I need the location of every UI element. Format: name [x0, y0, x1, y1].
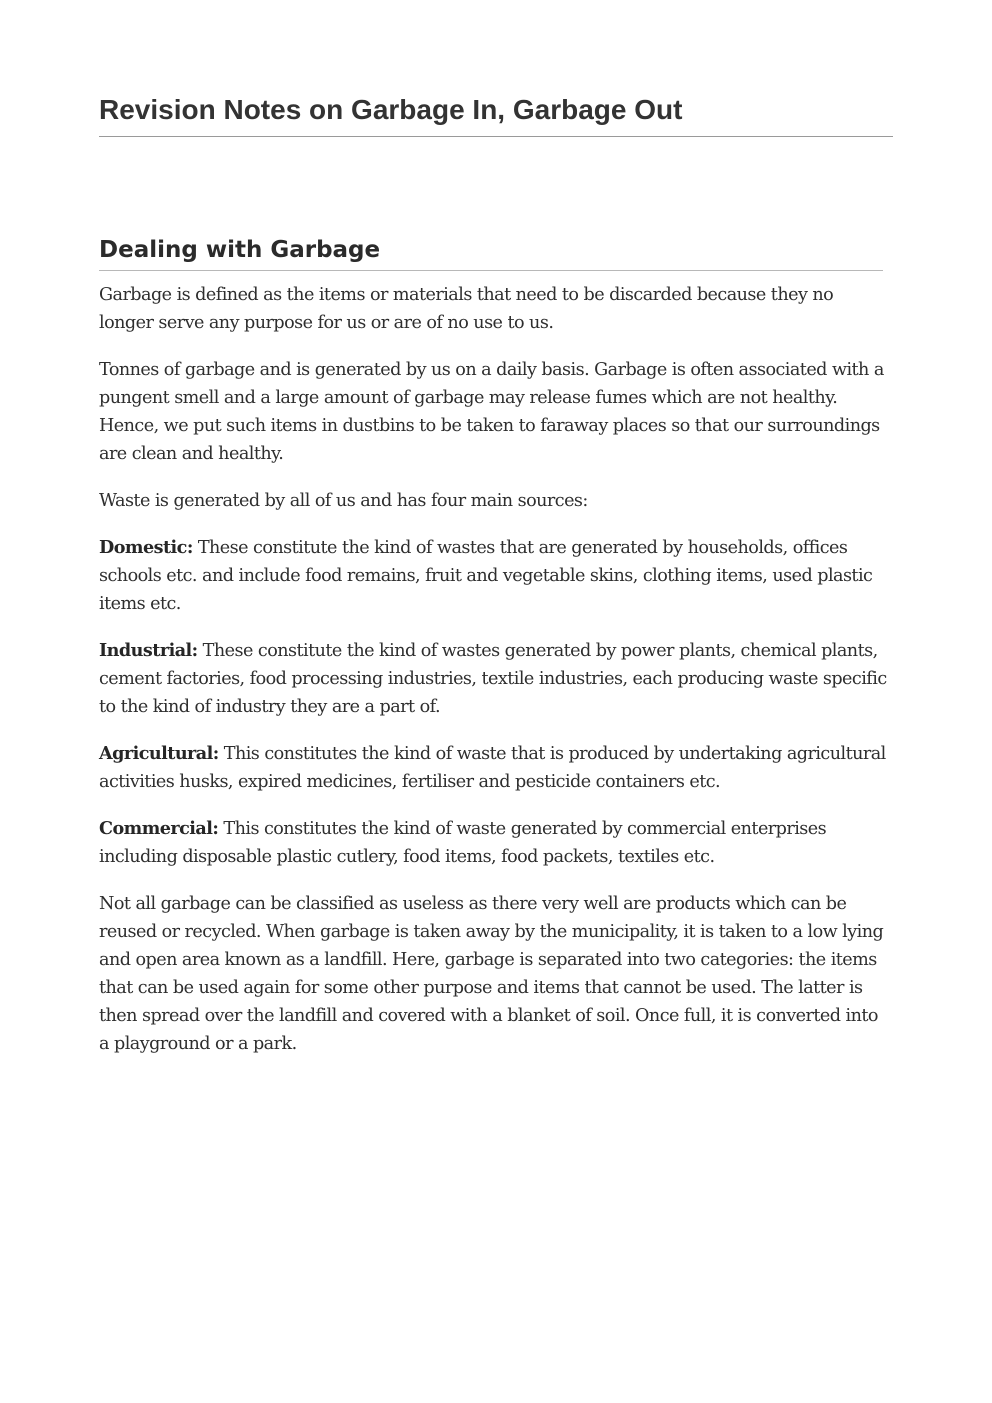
source-description: These constitute the kind of wastes that are generated by households, offices schools etc. and include food remains, fruit and vegetable skins, clothing items, used plastic items etc. — [99, 538, 873, 614]
section-heading: Dealing with Garbage — [99, 237, 381, 263]
paragraph-sources-intro: Waste is generated by all of us and has four main sources: — [99, 491, 588, 511]
paragraph-definition: Garbage is defined as the items or materials that need to be discarded because they no longer serve any purpose for us or are of no use to us. — [99, 285, 834, 333]
source-term: Domestic: — [99, 537, 193, 558]
source-description: These constitute the kind of wastes generated by power plants, chemical plants, cement factories, food processing industries, textile industries, each producing waste specific to the kind of industry they are a part of. — [99, 641, 887, 717]
paragraph-landfill: Not all garbage can be classified as useless as there very well are products which can be reused or recycled. When garbage is taken away by the municipality, it is taken to a low lying and open area known as a landfill. Here, garbage is separated into two categories: the items that can be used again for some other purpose and items that cannot be used. The latter is then spread over the landfill and covered with a blanket of soil. Once full, it is converted into a playground or a park. — [99, 894, 884, 1054]
section-divider — [99, 270, 883, 271]
source-domestic — [99, 534, 889, 618]
title-divider — [99, 136, 893, 137]
source-agricultural — [99, 740, 889, 796]
source-term: Agricultural: — [99, 743, 219, 764]
document-title: Revision Notes on Garbage In, Garbage Out — [99, 94, 683, 125]
source-description: This constitutes the kind of waste that is produced by undertaking agricultural activities husks, expired medicines, fertiliser and pesticide containers etc. — [99, 744, 886, 792]
source-term: Industrial: — [99, 640, 198, 661]
source-description: This constitutes the kind of waste generated by commercial enterprises including disposable plastic cutlery, food items, food packets, textiles etc. — [99, 819, 827, 867]
source-industrial — [99, 637, 889, 721]
source-term: Commercial: — [99, 818, 219, 839]
paragraph-generation: Tonnes of garbage and is generated by us on a daily basis. Garbage is often associated with a pungent smell and a large amount of garbage may release fumes which are not healthy. Hence, we put such items in dustbins to be taken to faraway places so that our surroundings are clean and healthy. — [99, 360, 884, 464]
source-commercial — [99, 815, 889, 871]
section-body — [99, 281, 889, 1077]
